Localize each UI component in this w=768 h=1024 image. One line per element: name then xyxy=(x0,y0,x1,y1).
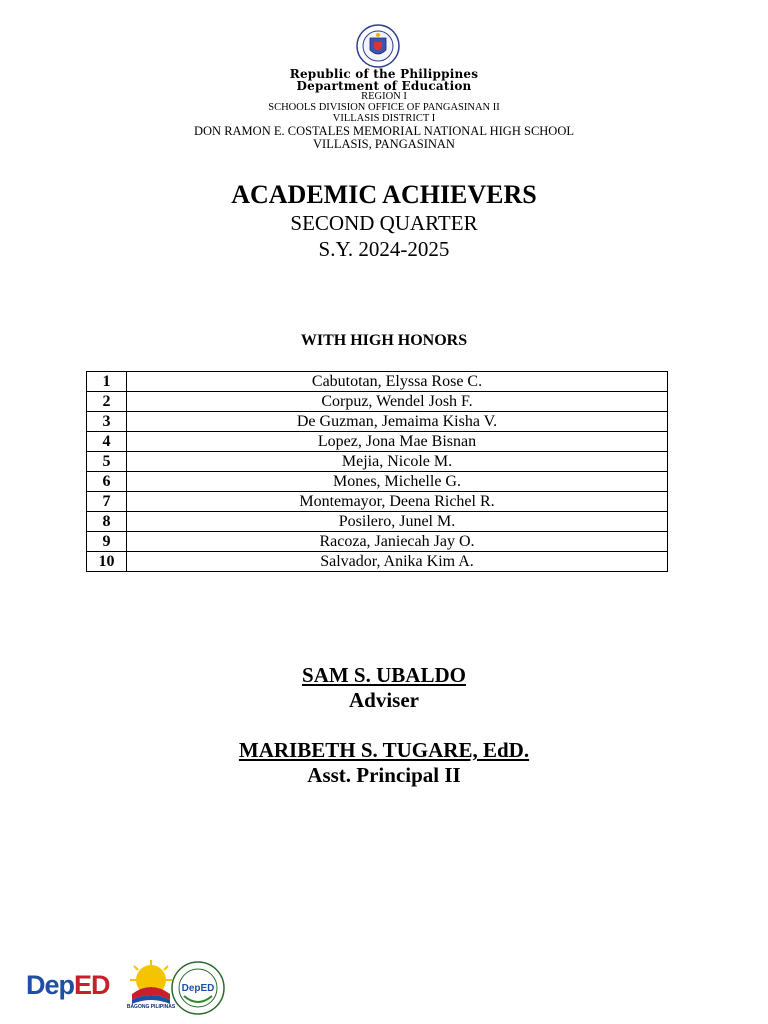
student-name-cell: Mones, Michelle G. xyxy=(127,472,668,492)
student-name-cell: Cabutotan, Elyssa Rose C. xyxy=(127,372,668,392)
republic-line: Republic of the Philippines xyxy=(289,67,479,81)
student-name-cell: Salvador, Anika Kim A. xyxy=(127,552,668,572)
rank-cell: 3 xyxy=(87,412,127,432)
rank-cell: 10 xyxy=(87,552,127,572)
school-seal-icon xyxy=(170,960,226,1016)
deped-logo: DepED xyxy=(26,970,110,1000)
school-seal-text: DepED xyxy=(181,983,215,994)
table-row xyxy=(87,372,668,392)
honors-heading: WITH HIGH HONORS xyxy=(300,332,468,349)
table-row xyxy=(87,492,668,512)
honors-table xyxy=(86,371,668,572)
rank-cell: 4 xyxy=(87,432,127,452)
student-name-cell: Montemayor, Deena Richel R. xyxy=(127,492,668,512)
region-line: REGION I xyxy=(361,91,407,103)
rank-cell: 2 xyxy=(87,392,127,412)
table-row xyxy=(87,472,668,492)
asst-principal-name: MARIBETH S. TUGARE, EdD. xyxy=(238,738,530,762)
department-line: Department of Education xyxy=(296,79,472,94)
school-year-label: S.Y. 2024-2025 xyxy=(318,237,450,261)
table-row xyxy=(87,392,668,412)
student-name-cell: Corpuz, Wendel Josh F. xyxy=(127,392,668,412)
rank-cell: 1 xyxy=(87,372,127,392)
division-line: SCHOOLS DIVISION OFFICE OF PANGASINAN II xyxy=(268,102,500,114)
table-row xyxy=(87,432,668,452)
location-line: VILLASIS, PANGASINAN xyxy=(313,137,455,152)
letterhead xyxy=(0,68,768,152)
table-row xyxy=(87,512,668,532)
rank-cell: 7 xyxy=(87,492,127,512)
table-row xyxy=(87,412,668,432)
table-row xyxy=(87,532,668,552)
rank-cell: 5 xyxy=(87,452,127,472)
rank-cell: 8 xyxy=(87,512,127,532)
student-name-cell: Posilero, Junel M. xyxy=(127,512,668,532)
deped-seal-icon xyxy=(356,24,400,68)
rank-cell: 6 xyxy=(87,472,127,492)
asst-principal-role: Asst. Principal II xyxy=(307,763,461,787)
student-name-cell: De Guzman, Jemaima Kisha V. xyxy=(127,412,668,432)
student-name-cell: Mejia, Nicole M. xyxy=(127,452,668,472)
footer-logos xyxy=(26,958,236,1016)
rank-cell: 9 xyxy=(87,532,127,552)
adviser-role: Adviser xyxy=(349,688,419,712)
table-row xyxy=(87,552,668,572)
bagong-pilipinas-label: BAGONG PILIPINAS xyxy=(126,1004,176,1010)
table-row xyxy=(87,452,668,472)
quarter-label: SECOND QUARTER xyxy=(290,211,478,235)
district-line: VILLASIS DISTRICT I xyxy=(332,112,436,124)
student-name-cell: Lopez, Jona Mae Bisnan xyxy=(127,432,668,452)
adviser-name: SAM S. UBALDO xyxy=(302,663,466,687)
page-title: ACADEMIC ACHIEVERS xyxy=(231,180,537,209)
school-line: DON RAMON E. COSTALES MEMORIAL NATIONAL HIGH SCHOOL xyxy=(193,123,574,138)
student-name-cell: Racoza, Janiecah Jay O. xyxy=(127,532,668,552)
